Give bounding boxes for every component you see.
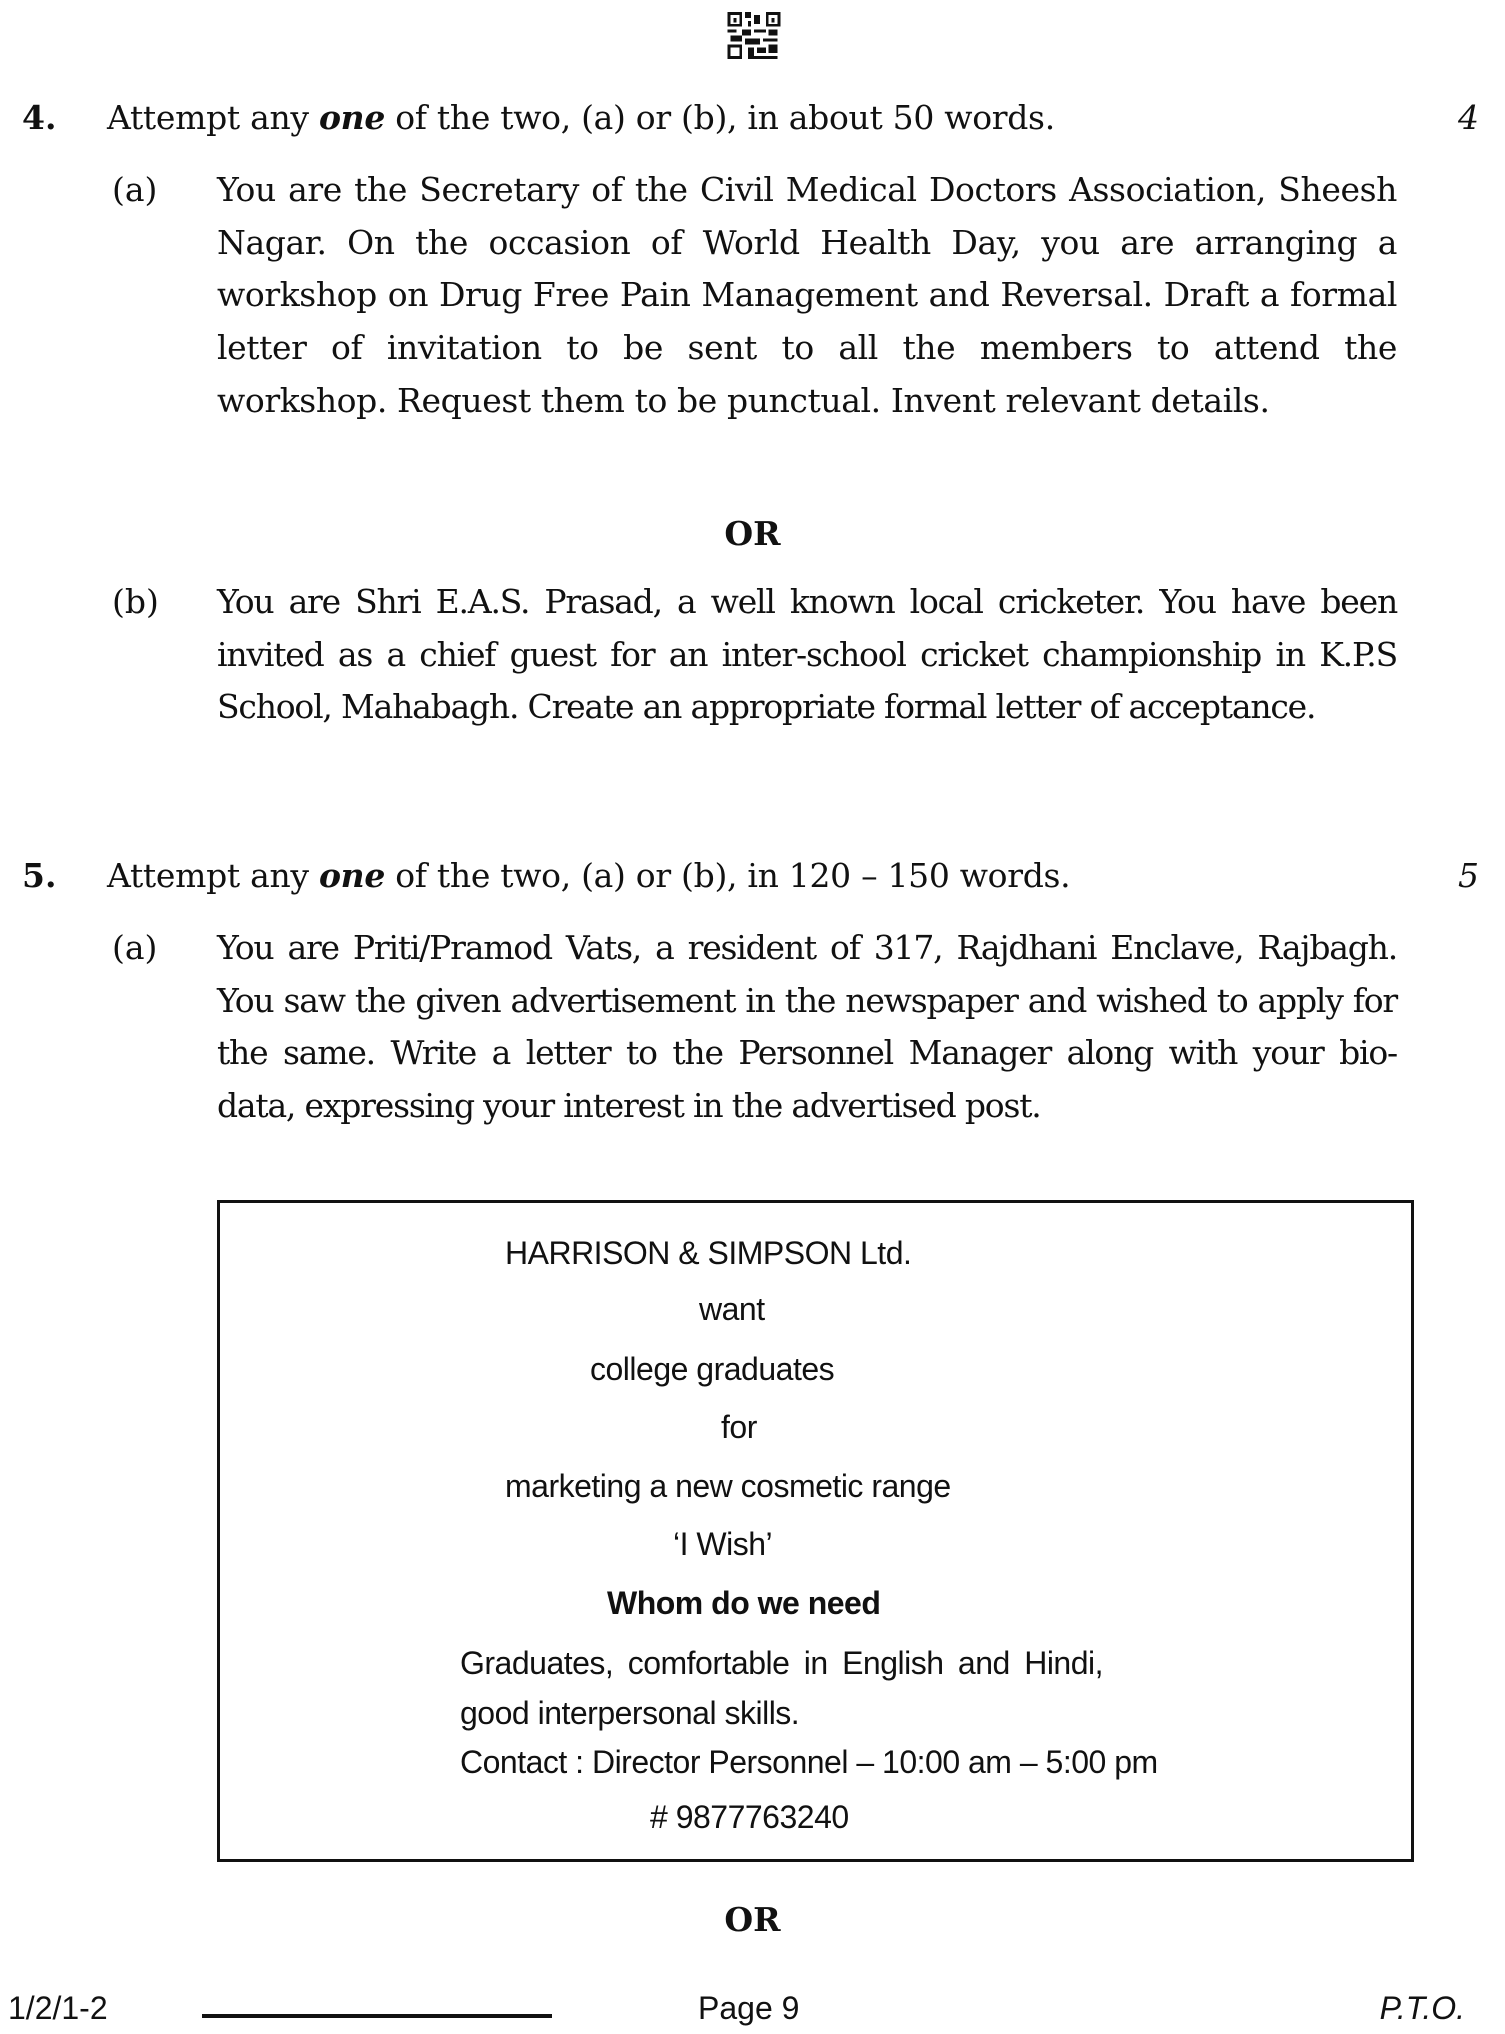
footer-rule [202,2014,552,2018]
part-label: (b) [112,582,159,621]
qr-code-icon [727,12,781,62]
question-number: 5. [22,856,57,895]
ad-want: want [699,1291,765,1327]
question-5a-text: You are Priti/Pramod Vats, a resident of 317, Rajdhani Enclave, Rajbagh. You saw the given advertisement in the newspaper and wished to apply for the same. Write a letter to the Personnel Manager along with your bio-data, expressing your interest in the advertised post. [217,928,1397,1126]
question-marks: 4 [1458,98,1479,137]
question-marks: 5 [1458,856,1479,895]
question-4a-text: You are the Secretary of the Civil Medical Doctors Association, Sheesh Nagar. On the occasion of World Health Day, you are arranging a workshop on Drug Free Pain Management and Reversal. Draft a formal letter of invitation to be sent to all the members to attend the workshop. Request them to be punctual. Invent relevant details. [217,170,1397,420]
ad-heading: Whom do we need [607,1585,881,1621]
part-label: (a) [112,170,158,209]
ad-for: for [721,1409,757,1445]
ad-requirement-1: Graduates, comfortable in English and Hindi, [460,1645,1104,1681]
ad-who: college graduates [590,1351,835,1387]
pto-label: P.T.O. [1379,1990,1465,2026]
question-number: 4. [22,98,57,137]
page-footer [0,1990,1505,2034]
question-prompt: Attempt any one of the two, (a) or (b), in about 50 words. [107,98,1055,137]
part-label: (a) [112,928,158,967]
page-number: Page 9 [698,1990,800,2026]
question-4b-text: You are Shri E.A.S. Prasad, a well known local cricketer. You have been invited as a chief guest for an inter-school cricket championship in K.P.S School, Mahabagh. Create an appropriate formal letter of acceptance. [217,582,1397,727]
or-separator: OR [724,514,781,553]
ad-purpose: marketing a new cosmetic range [505,1468,951,1504]
ad-phone: # 9877763240 [650,1799,849,1835]
advertisement-box [217,1200,1414,1862]
ad-company: HARRISON & SIMPSON Ltd. [505,1235,912,1271]
ad-product: ‘I Wish’ [673,1526,773,1562]
or-separator: OR [724,1900,781,1939]
ad-requirement-2: good interpersonal skills. [460,1695,800,1731]
paper-code: 1/2/1-2 [8,1990,108,2026]
ad-contact: Contact : Director Personnel – 10:00 am – 5:00 pm [460,1744,1158,1780]
question-prompt: Attempt any one of the two, (a) or (b), in 120 – 150 words. [107,856,1071,895]
